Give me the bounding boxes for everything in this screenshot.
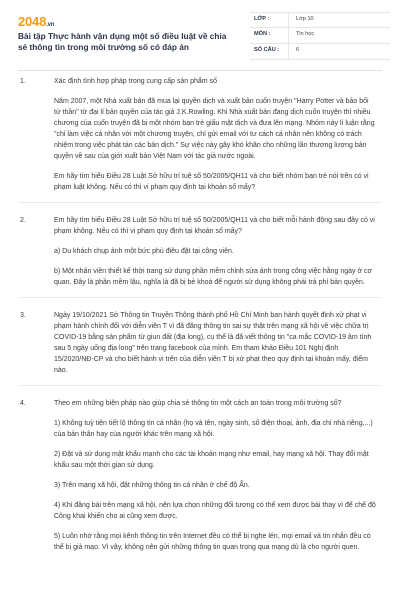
question-option: 5) Luôn nhớ rằng mọi kênh thông tin trên Internet đều có thể bị nghe lén, mọi email và tin nhắn đều có thể bị giả mạo. Vì vậy, không nên gửi những thông tin quan trọng qua mạng dù là cho người quen.	[54, 533, 371, 551]
question-text: Em hãy tìm hiểu Điều 28 Luật Sở hữu trí tuệ số 50/2005/QH11 và cho biết nhóm bạn trẻ nói trên có vi phạm luật không. Nếu có thì vi phạm quy định tại khoản số mấy?	[54, 173, 369, 191]
site-logo[interactable]	[18, 14, 54, 29]
question-option: 3) Trên mạng xã hội, đặt những thông tin cá nhân ở chế độ Ẩn.	[54, 482, 250, 489]
question-divider	[18, 385, 382, 386]
meta-label: SỐ CÂU :	[254, 47, 280, 53]
header	[0, 0, 400, 64]
question-text: Năm 2007, một Nhà xuất bản đã mua lại quyền dịch và xuất bản cuốn truyện "Harry Potter và bảo bối tử thần" từ đại lí bản quyền của tác giả J.K.Rowling. Khi Nhà xuất bản đang dịch cuốn truyện thì nhiều chương của cuốn truyện đã bị một nhóm bạn trẻ giấu mặt dịch và đưa lên mạng. Nhóm này lí luận rằng "chỉ làm việc cá nhân với một chương truyện, chỉ gửi email với tư cách cá nhân nên không có trách nhiệm trong việc phát tán các bản dịch." Sự việc này gây khó khăn cho những lần thương lượng bản quyền về sau của giới xuất bản Việt Nam với tác giả nước ngoài.	[54, 98, 375, 160]
question-number: 1.	[20, 78, 26, 85]
logo-suffix: .vn	[46, 22, 55, 28]
question-option: 4) Khi đăng bài trên mạng xã hội, nên lựa chọn những đối tượng có thể xem được bài thay vì để chế độ Công khai khiến cho ai cũng xem được.	[54, 502, 376, 520]
question-text: Ngày 19/10/2021 Sở Thông tin Truyền Thông thành phố Hồ Chí Minh ban hành quyết định xử phạt vi phạm hành chính đối với diễn viên T vì đã đăng thông tin sai sự thật trên mạng xã hội về việc chữa trị COVID-19 bằng sản phẩm từ giun đất (địa long), cụ thể là đã viết thông tin "ca mắc COVID-19 âm tính sau 5 ngày uống địa long" trên trang facebook của mình. Em tham khảo Điều 101 Nghị định 15/2020/NĐ-CP và cho biết hành vi trên của diễn viên T bị xử phạt theo quy định tại khoản mấy, điểm nào.	[54, 312, 372, 374]
meta-value: Lớp 10	[296, 16, 314, 22]
question-4	[0, 398, 400, 553]
question-text: Xác định tình hợp pháp trong cung cấp sản phẩm số	[54, 78, 217, 85]
question-text: Theo em những biện pháp nào giúp chia sẻ thông tin một cách an toàn trong môi trường số?	[54, 400, 342, 407]
question-option: 2) Đặt và sử dụng mật khẩu mạnh cho các tài khoản mạng như email, hay mạng xã hội. Thay đổi mật khẩu sau một thời gian sử dụng.	[54, 451, 369, 469]
meta-value: 6	[296, 47, 300, 53]
meta-value: Tin học	[296, 31, 315, 37]
meta-separator	[288, 44, 289, 60]
meta-separator	[288, 28, 289, 44]
meta-label: LỚP :	[254, 16, 270, 22]
meta-row-subject	[250, 28, 390, 44]
question-option: b) Một nhân viên thiết kế thời trang sử dụng phần mềm chỉnh sửa ảnh trong công việc hằng ngày ở cơ quan. Đây là phần mềm lậu, nghĩa là đã bị bẻ khoá để người sử dụng không phải trả phí bản quyền.	[54, 268, 373, 286]
question-option: 1) Không tuỳ tiện tiết lộ thông tin cá nhân (họ và tên, ngày sinh, số điện thoại, ảnh, địa chỉ nhà riêng,...) của bản thân hay của người khác trên mạng xã hội.	[54, 420, 373, 438]
meta-row-count	[250, 44, 390, 60]
question-3	[0, 310, 400, 376]
question-divider	[18, 297, 382, 298]
question-2	[0, 215, 400, 288]
question-1	[0, 76, 400, 193]
page-title: Bài tập Thực hành vận dụng một số điều luật về chia sẻ thông tin trong môi trường số có đáp án	[18, 31, 227, 52]
question-list	[0, 76, 400, 562]
question-option: a) Du khách chụp ảnh một bức phù điêu đặt tại công viên.	[54, 248, 234, 255]
header-divider	[18, 70, 382, 71]
question-text: Em hãy tìm hiểu Điều 28 Luật Sở hữu trí tuệ số 50/2005/QH11 và cho biết mỗi hành động sau đây có vi phạm không. Nếu có thì vi phạm quy định tại khoản số mấy?	[54, 217, 375, 235]
question-divider	[18, 202, 382, 203]
question-number: 4.	[20, 400, 26, 407]
logo-main: 2048	[18, 14, 47, 29]
meta-label: MÔN :	[254, 31, 271, 37]
meta-table	[250, 12, 390, 60]
meta-row-class	[250, 12, 390, 28]
question-number: 2.	[20, 217, 26, 224]
question-number: 3.	[20, 312, 26, 319]
meta-separator	[288, 13, 289, 29]
